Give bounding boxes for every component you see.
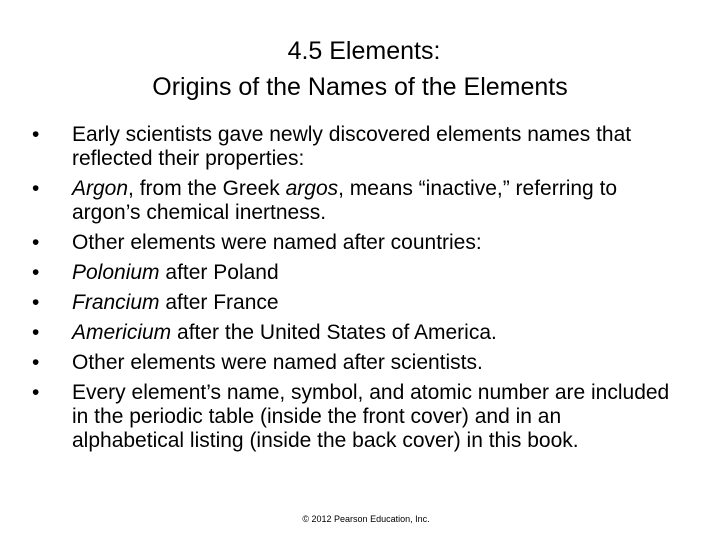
bullet-item-periodic-table [32, 381, 672, 453]
bullet-item-scientists [32, 351, 672, 375]
bullet-text: , means “inactive,” referring to argon’s chemical inertness. [72, 177, 618, 224]
bullet-italic-term: Francium [72, 291, 160, 314]
bullet-item-countries [32, 231, 672, 255]
bullet-text: , from the Greek [128, 177, 286, 200]
bullet-item-early-scientists [32, 123, 672, 171]
title-line-1: 4.5 Elements: [287, 37, 441, 65]
bullet-italic-term: Argon [72, 177, 129, 200]
bullet-marker: • [32, 123, 40, 146]
bullet-list [32, 123, 672, 459]
bullet-italic-term: Americium [72, 321, 172, 344]
bullet-marker: • [32, 177, 40, 200]
bullet-marker: • [32, 351, 40, 374]
bullet-text: Every element’s name, symbol, and atomic number are included in the periodic table (inside the front cover) and in an alphabetical listing (inside the back cover) in this book. [72, 381, 670, 452]
title-line-2: Origins of the Names of the Elements [152, 73, 568, 101]
copyright-footer: © 2012 Pearson Education, Inc. [302, 514, 430, 524]
bullet-marker: • [32, 381, 40, 404]
bullet-text: Other elements were named after countries: [72, 231, 482, 254]
bullet-marker: • [32, 291, 40, 314]
bullet-item-americium [32, 321, 672, 345]
bullet-italic-term: argos [285, 177, 339, 200]
bullet-item-argon [32, 177, 672, 225]
bullet-marker: • [32, 261, 40, 284]
bullet-text: after Poland [159, 261, 279, 284]
bullet-marker: • [32, 321, 40, 344]
bullet-text: after France [159, 291, 279, 314]
bullet-text: Early scientists gave newly discovered elements names that reflected their properties: [72, 123, 632, 170]
bullet-item-polonium [32, 261, 672, 285]
bullet-text: after the United States of America. [171, 321, 497, 344]
bullet-item-francium [32, 291, 672, 315]
slide-title [0, 33, 720, 105]
bullet-italic-term: Polonium [72, 261, 160, 284]
bullet-marker: • [32, 231, 40, 254]
bullet-text: Other elements were named after scientists. [72, 351, 483, 374]
